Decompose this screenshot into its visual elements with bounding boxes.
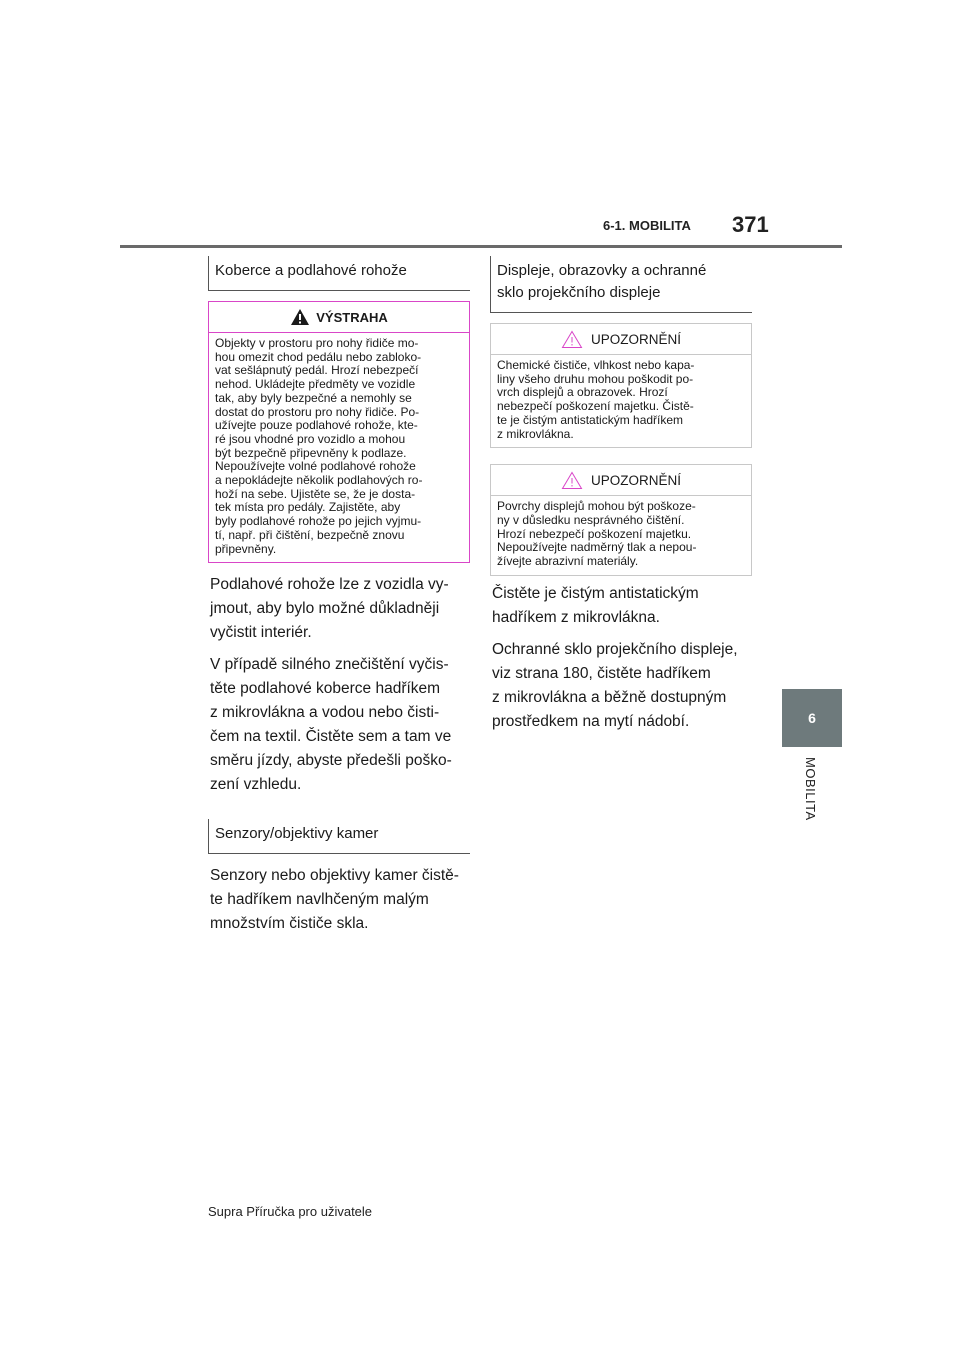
chapter-label: MOBILITA	[803, 757, 818, 821]
text-line: V případě silného znečištění vyčis-	[210, 656, 449, 674]
text-line: liny všeho druhu mohou poškodit po-	[497, 371, 694, 386]
text-line: užívejte pouze podlahové rohože, kte-	[215, 418, 418, 433]
text-line: Objekty v prostoru pro nohy řidiče mo-	[215, 336, 419, 350]
paragraph-mats-cleaning	[210, 653, 468, 797]
text-line: směru jízdy, abyste předešli poško-	[210, 752, 452, 770]
text-line: být bezpečně připevněny k podlaze.	[215, 445, 407, 460]
paragraph-sensors	[210, 864, 468, 936]
text-line: těte podlahové koberce hadříkem	[210, 680, 441, 698]
warning-header	[209, 302, 469, 333]
text-line: jmout, aby bylo možné důkladněji	[210, 600, 440, 618]
text-line: te hadříkem navlhčeným malým	[210, 891, 429, 909]
notice-header	[491, 465, 751, 496]
text-line: Ochranné sklo projekčního displeje,	[492, 640, 738, 658]
heading-displays	[490, 256, 752, 313]
text-line: žívejte abrazivní materiály.	[497, 554, 639, 569]
text-line: tek místa pro pedály. Zajistěte, aby	[215, 500, 401, 515]
section-title: 6-1. MOBILITA	[603, 218, 691, 233]
page-number: 371	[732, 212, 769, 237]
text-line: a nepokládejte několik podlahových ro-	[215, 473, 423, 488]
warning-text	[209, 333, 469, 562]
right-column	[490, 256, 752, 734]
text-line: vat sešlápnutý pedál. Hrozí nebezpečí	[215, 363, 419, 378]
text-line: ny v důsledku nesprávného čištění.	[497, 512, 685, 527]
heading-floor-mats: Koberce a podlahové rohože	[208, 256, 470, 291]
text-line: z mikrovlákna.	[497, 426, 574, 441]
notice-text	[491, 355, 751, 447]
text-line: Displeje, obrazovky a ochranné	[497, 262, 707, 279]
text-line: dostat do prostoru pro nohy řidiče. Po-	[215, 404, 420, 419]
text-line: nebezpečí poškození majetku. Čistě-	[497, 399, 694, 414]
paragraph-hud-glass	[492, 638, 750, 734]
text-line: vyčistit interiér.	[210, 624, 312, 642]
notice-title: UPOZORNĚNÍ	[590, 331, 681, 347]
text-line: Nepoužívejte nadměrný tlak a nepou-	[497, 540, 697, 555]
text-line: byly podlahové rohože po jejich vyjmu-	[215, 514, 422, 529]
text-line: Senzory nebo objektivy kamer čistě-	[210, 867, 459, 885]
text-line: prostředkem na mytí nádobí.	[492, 712, 690, 730]
text-line: tí, např. při čištění, bezpečně znovu	[215, 527, 405, 542]
text-line: z mikrovlákna a vodou nebo čisti-	[210, 704, 440, 722]
text-line: nehod. Ukládejte předměty ve vozidle	[215, 377, 416, 392]
text-line: čem na textil. Čistěte sem a tam ve	[210, 728, 452, 746]
text-line: tak, aby byly bezpečné a nemohly se	[215, 390, 412, 405]
text-line: Nepoužívejte volné podlahové rohože	[215, 459, 416, 474]
text-line: Čistěte je čistým antistatickým	[492, 584, 699, 602]
chapter-number: 6	[808, 710, 816, 726]
text-line: Povrchy displejů mohou být poškoze-	[497, 499, 696, 514]
text-line: vrch displejů a obrazovek. Hrozí	[497, 385, 668, 400]
paragraph-display-cleaning	[492, 582, 750, 630]
warning-triangle-filled-icon	[290, 308, 310, 326]
text-line: množstvím čističe skla.	[210, 915, 369, 933]
text-line: hou omezit chod pedálu nebo zabloko-	[215, 349, 422, 364]
text-line: sklo projekčního displeje	[497, 284, 661, 301]
warning-triangle-outline-icon	[561, 330, 583, 349]
header-rule	[120, 245, 842, 248]
notice-box	[490, 464, 752, 576]
notice-text	[491, 496, 751, 575]
heading-sensors: Senzory/objektivy kamer	[208, 819, 470, 854]
notice-title: UPOZORNĚNÍ	[590, 472, 681, 488]
text-line: Chemické čističe, vlhkost nebo kapa-	[497, 358, 695, 372]
footer-manual-title: Supra Příručka pro uživatele	[208, 1204, 373, 1219]
text-line: z mikrovlákna a běžně dostupným	[492, 688, 727, 706]
notice-box	[490, 323, 752, 448]
text-line: připevněny.	[215, 541, 277, 556]
text-line: zení vzhledu.	[210, 776, 302, 794]
text-line: Podlahové rohože lze z vozidla vy-	[210, 576, 449, 594]
text-line: Hrozí nebezpečí poškození majetku.	[497, 526, 692, 541]
text-line: hadříkem z mikrovlákna.	[492, 608, 660, 626]
text-line: ré jsou vhodné pro vozidlo a mohou	[215, 431, 406, 446]
text-line: te je čistým antistatickým hadříkem	[497, 412, 684, 427]
warning-triangle-outline-icon	[561, 471, 583, 490]
warning-box	[208, 301, 470, 563]
notice-header	[491, 324, 751, 355]
paragraph-mats-removal	[210, 573, 468, 645]
chapter-tab	[782, 689, 842, 747]
text-line: hoží na sebe. Ujistěte se, že je dosta-	[215, 486, 416, 501]
text-line: viz strana 180, čistěte hadříkem	[492, 664, 711, 682]
warning-title: VÝSTRAHA	[316, 309, 388, 325]
left-column	[208, 256, 470, 936]
